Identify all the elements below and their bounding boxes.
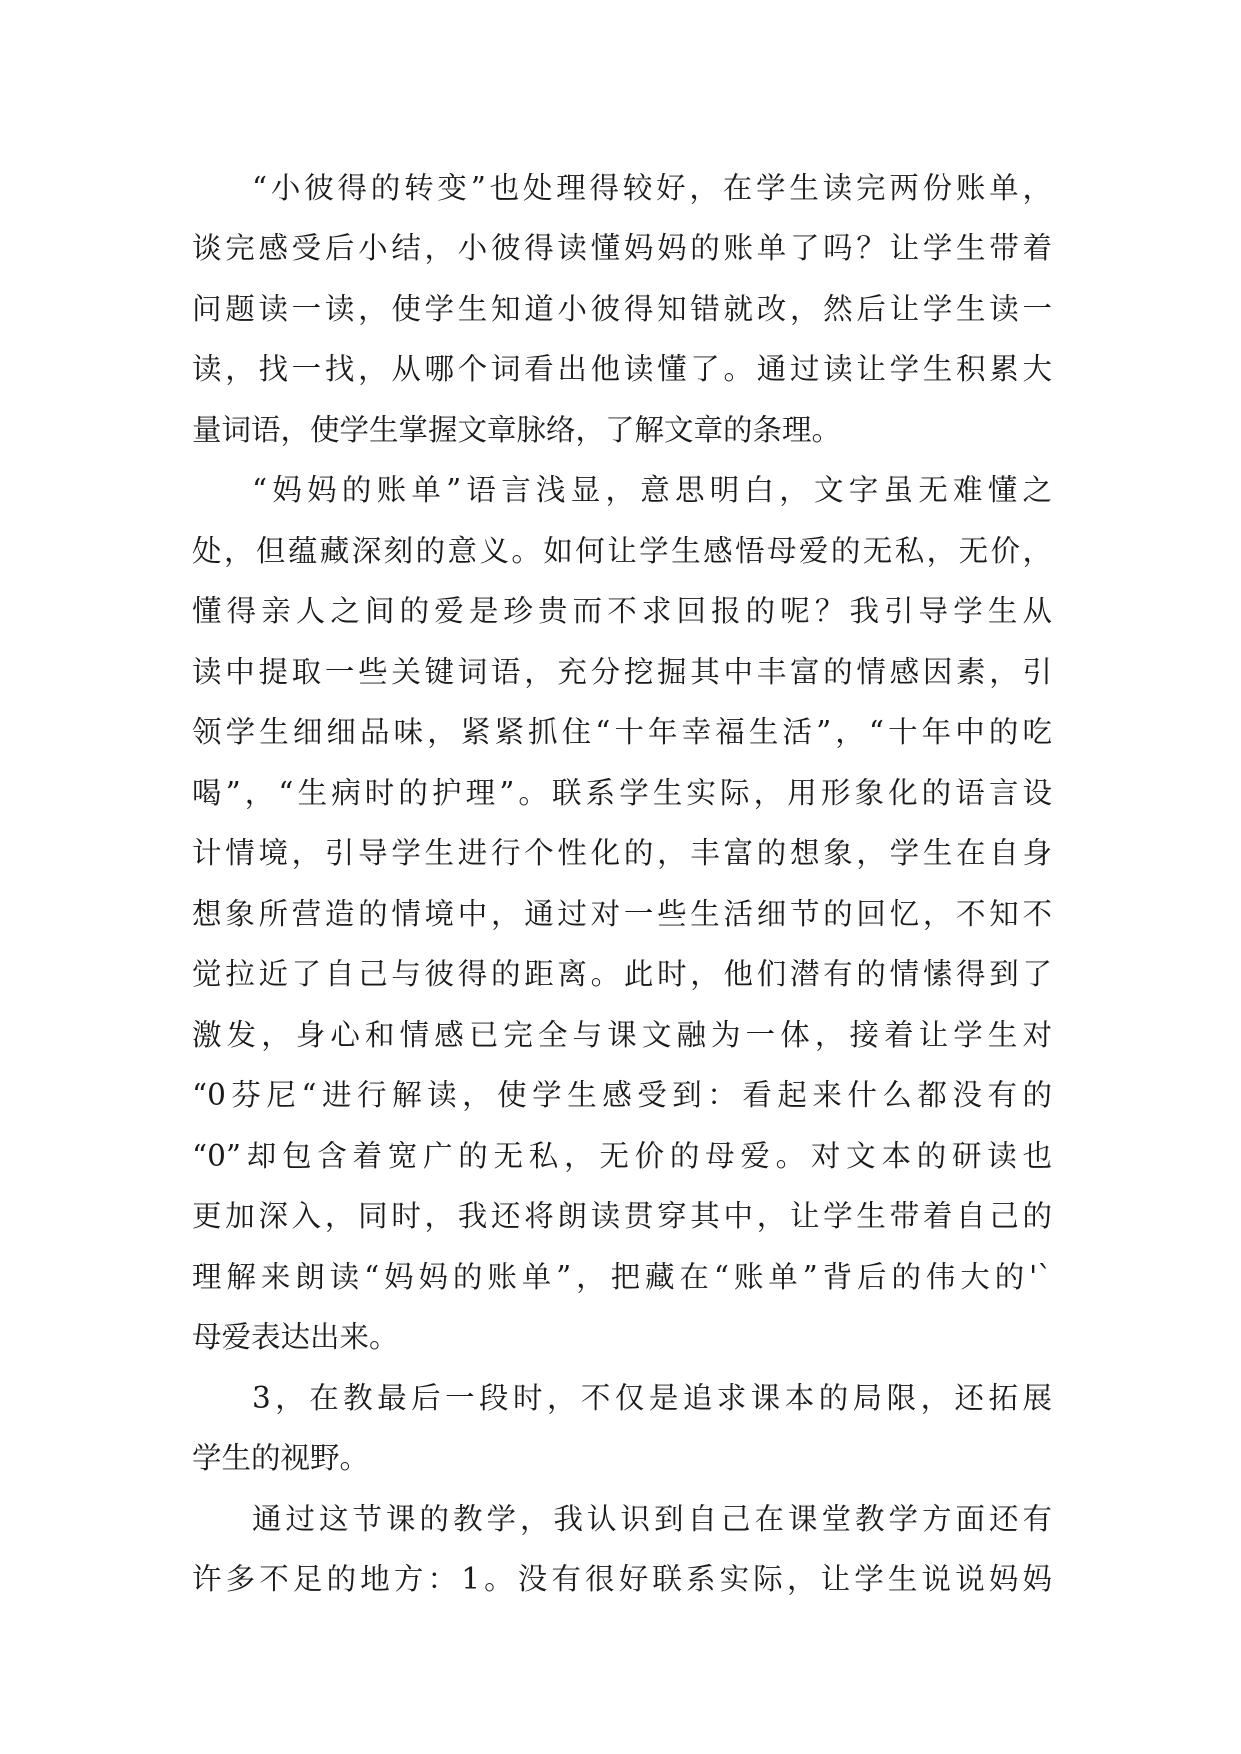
text-line-10: 领学生细细品味，紧紧抓住“十年幸福生活”，“十年中的吃 — [192, 715, 1052, 749]
text-line-22: 学生的视野。 — [192, 1441, 370, 1475]
text-line-11: 喝”，“生病时的护理”。联系学生实际，用形象化的语言设 — [192, 776, 1052, 810]
text-line-18: 更加深入，同时，我还将朗读贯穿其中，让学生带着自己的 — [192, 1199, 1052, 1233]
text-line-21: 3，在教最后一段时，不仅是追求课本的局限，还拓展 — [252, 1381, 1052, 1415]
text-line-5: 量词语，使学生掌握文章脉络，了解文章的条理。 — [192, 413, 842, 447]
text-line-17: “0”却包含着宽广的无私，无价的母爱。对文本的研读也 — [192, 1139, 1052, 1173]
text-line-23: 通过这节课的教学，我认识到自己在课堂教学方面还有 — [252, 1502, 1052, 1536]
text-line-9: 读中提取一些关键词语，充分挖掘其中丰富的情感因素，引 — [192, 655, 1052, 689]
text-line-6: “妈妈的账单”语言浅显，意思明白，文字虽无难懂之 — [252, 473, 1052, 507]
text-line-12: 计情境，引导学生进行个性化的，丰富的想象，学生在自身 — [192, 836, 1052, 870]
text-line-1: “小彼得的转变”也处理得较好，在学生读完两份账单， — [252, 171, 1052, 205]
text-line-8: 懂得亲人之间的爱是珍贵而不求回报的呢？我引导学生从 — [192, 594, 1052, 628]
text-line-16: “0芬尼“进行解读，使学生感受到：看起来什么都没有的 — [192, 1078, 1052, 1112]
text-line-14: 觉拉近了自己与彼得的距离。此时，他们潜有的情愫得到了 — [192, 957, 1052, 991]
text-line-4: 读，找一找，从哪个词看出他读懂了。通过读让学生积累大 — [192, 352, 1052, 386]
text-line-19: 理解来朗读“妈妈的账单”，把藏在“账单”背后的伟大的'` — [192, 1260, 1052, 1294]
text-line-15: 激发，身心和情感已完全与课文融为一体，接着让学生对 — [192, 1018, 1052, 1052]
text-line-7: 处，但蕴藏深刻的意义。如何让学生感悟母爱的无私，无价， — [192, 534, 1052, 568]
text-line-13: 想象所营造的情境中，通过对一些生活细节的回忆，不知不 — [192, 897, 1052, 931]
text-line-3: 问题读一读，使学生知道小彼得知错就改，然后让学生读一 — [192, 292, 1052, 326]
text-line-2: 谈完感受后小结，小彼得读懂妈妈的账单了吗？让学生带着 — [192, 231, 1052, 265]
text-line-20: 母爱表达出来。 — [192, 1320, 399, 1354]
text-line-24: 许多不足的地方：1。没有很好联系实际，让学生说说妈妈 — [192, 1562, 1052, 1596]
